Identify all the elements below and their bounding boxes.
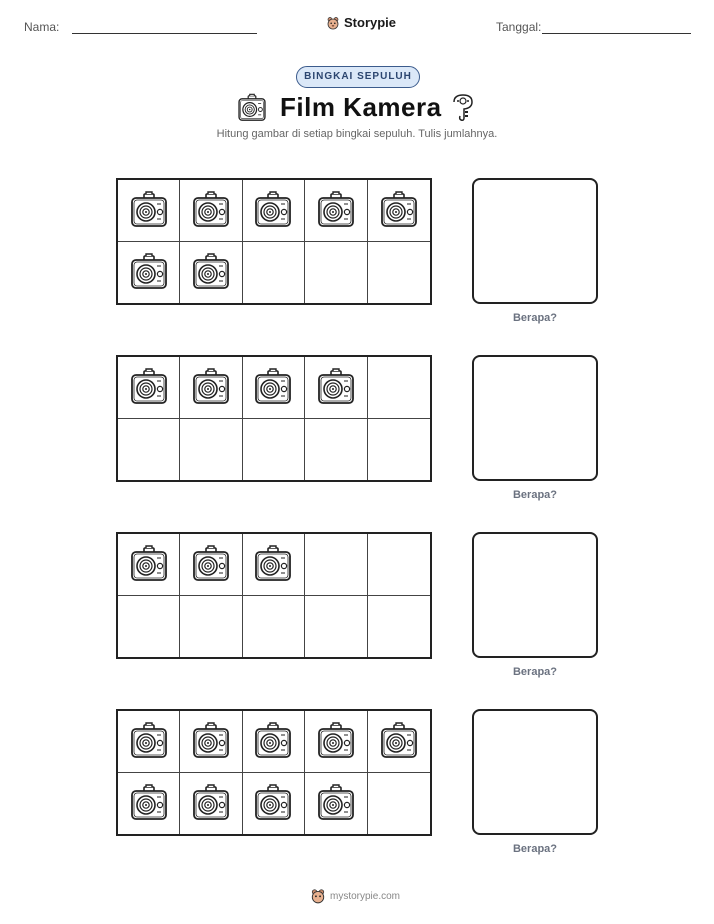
frame-cell [243, 711, 305, 773]
camera-icon [128, 782, 170, 824]
camera-icon [252, 782, 294, 824]
frame-cell [305, 180, 367, 242]
frame-cell [305, 711, 367, 773]
frame-cell [180, 773, 242, 835]
frame-cell [118, 596, 180, 658]
frame-cell [368, 773, 430, 835]
ten-frame [116, 532, 432, 659]
camera-icon [128, 366, 170, 408]
frame-cell [368, 180, 430, 242]
camera-icon [315, 720, 357, 762]
camera-icon [315, 782, 357, 824]
frame-cell [368, 534, 430, 596]
frame-cell [180, 534, 242, 596]
answer-label: Berapa? [512, 312, 558, 324]
answer-label: Berapa? [512, 489, 558, 501]
frame-cell [368, 357, 430, 419]
film-reel-icon [450, 92, 476, 122]
answer-box[interactable] [472, 178, 598, 304]
brand-name: Storypie [344, 15, 397, 30]
camera-icon [378, 189, 420, 231]
answer-label: Berapa? [512, 666, 558, 678]
frame-cell [305, 242, 367, 304]
frame-cell [368, 711, 430, 773]
frame-cell [180, 711, 242, 773]
camera-icon [190, 251, 232, 293]
frame-cell [368, 242, 430, 304]
date-line[interactable] [542, 33, 691, 34]
section-badge: BINGKAI SEPULUH [296, 66, 420, 88]
frame-cell [243, 357, 305, 419]
footer [310, 888, 400, 904]
frame-cell [118, 773, 180, 835]
frame-cell [305, 534, 367, 596]
date-label: Tanggal: [496, 20, 542, 34]
frame-cell [243, 242, 305, 304]
camera-icon [128, 251, 170, 293]
frame-cell [180, 419, 242, 481]
camera-icon [128, 720, 170, 762]
camera-icon [190, 366, 232, 408]
camera-icon [190, 720, 232, 762]
name-label: Nama: [24, 20, 60, 34]
camera-icon [252, 189, 294, 231]
frame-cell [180, 180, 242, 242]
answer-label: Berapa? [512, 843, 558, 855]
frame-cell [305, 357, 367, 419]
camera-icon [315, 366, 357, 408]
footer-url: mystorypie.com [330, 890, 401, 902]
camera-icon [128, 189, 170, 231]
camera-icon [378, 720, 420, 762]
frame-cell [243, 419, 305, 481]
answer-box[interactable] [472, 709, 598, 835]
frame-cell [180, 242, 242, 304]
frame-cell [368, 596, 430, 658]
frame-cell [118, 357, 180, 419]
frame-cell [305, 773, 367, 835]
frame-cell [243, 596, 305, 658]
frame-cell [180, 596, 242, 658]
camera-icon [190, 543, 232, 585]
frame-cell [118, 242, 180, 304]
frame-cell [118, 711, 180, 773]
frame-cell [180, 357, 242, 419]
instructions: Hitung gambar di setiap bingkai sepuluh. Tulis jumlahnya. [216, 128, 498, 140]
frame-cell [305, 596, 367, 658]
name-line[interactable] [72, 33, 257, 34]
answer-box[interactable] [472, 532, 598, 658]
frame-cell [118, 180, 180, 242]
frame-cell [118, 419, 180, 481]
camera-icon [190, 782, 232, 824]
frame-cell [368, 419, 430, 481]
ten-frame [116, 709, 432, 836]
frame-cell [118, 534, 180, 596]
ten-frame [116, 178, 432, 305]
frame-cell [243, 773, 305, 835]
frame-cell [243, 534, 305, 596]
camera-icon [252, 720, 294, 762]
camera-icon [252, 366, 294, 408]
camera-icon [236, 92, 268, 124]
camera-icon [252, 543, 294, 585]
camera-icon [190, 189, 232, 231]
ten-frame [116, 355, 432, 482]
camera-icon [128, 543, 170, 585]
frame-cell [243, 180, 305, 242]
mascot-icon [326, 16, 340, 30]
frame-cell [305, 419, 367, 481]
page-title: Film Kamera [280, 92, 442, 122]
camera-icon [315, 189, 357, 231]
brand-logo [326, 15, 396, 30]
answer-box[interactable] [472, 355, 598, 481]
mascot-icon [310, 888, 326, 904]
